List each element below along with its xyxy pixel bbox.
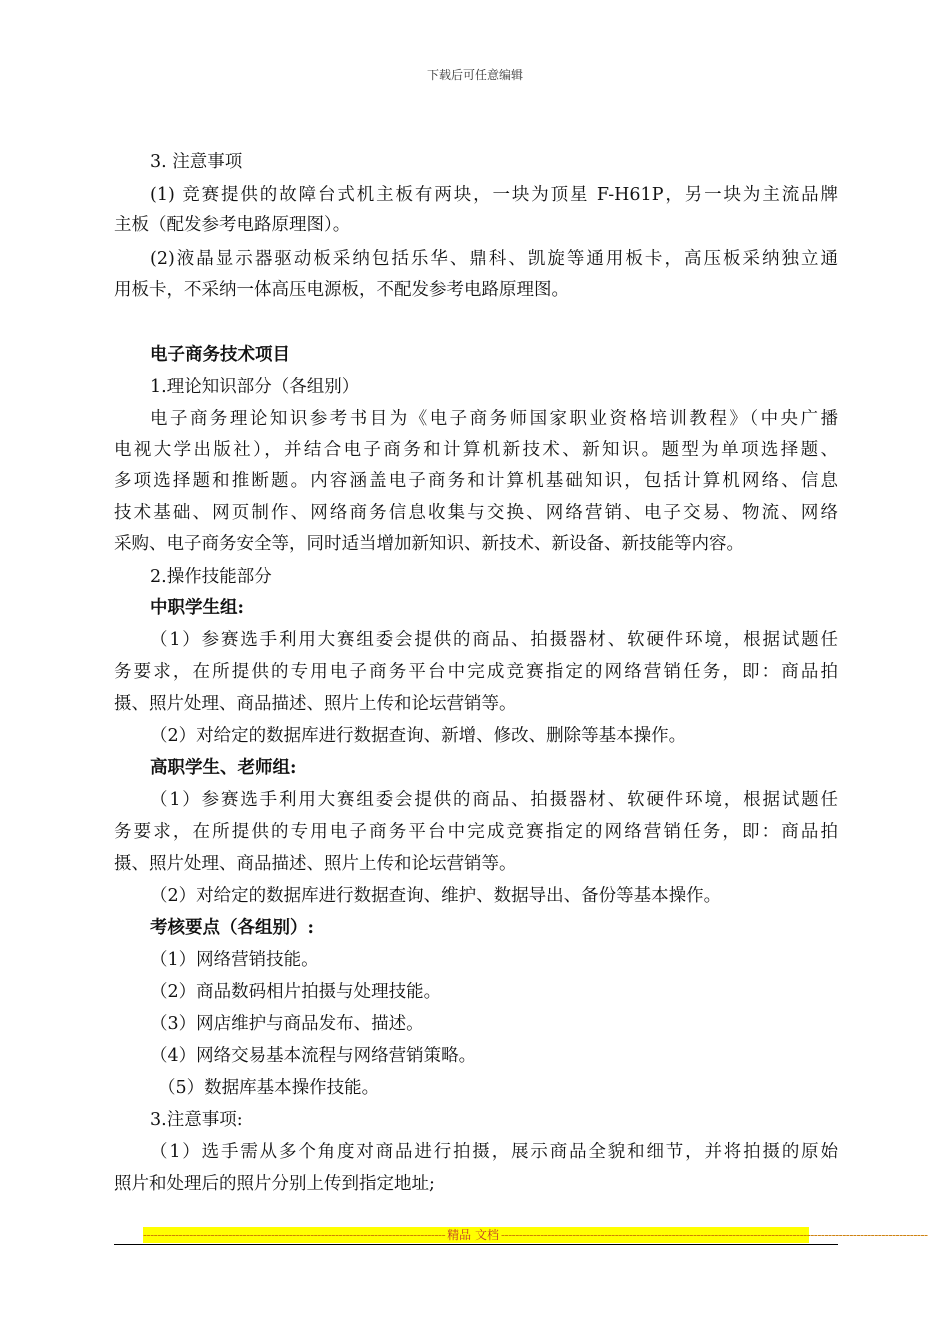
- text-line-assessment-1: （1）网络营销技能。: [150, 950, 319, 970]
- document-body: [114, 0, 838, 1200]
- text-line-note-1-line-1: (1) 竞赛提供的故障台式机主板有两块，一块为顶星 F-H61P，另一块为主流品牌: [150, 185, 838, 205]
- text-line-notes2-1-line-2: 照片和处理后的照片分别上传到指定地址;: [114, 1174, 435, 1194]
- text-line-secondary-1-line-2: 务要求，在所提供的专用电子商务平台中完成竞赛指定的网络营销任务，即：商品拍: [114, 662, 838, 682]
- text-line-skills-heading: 2.操作技能部分: [150, 567, 272, 587]
- text-line-notes-heading: 3. 注意事项: [150, 152, 243, 172]
- footer-banner: [143, 1227, 928, 1243]
- text-line-theory-p-3: 多项选择题和推断题。内容涵盖电子商务和计算机基础知识，包括计算机网络、信息: [114, 471, 838, 491]
- text-line-secondary-1-line-3: 摄、照片处理、商品描述、照片上传和论坛营销等。: [114, 694, 517, 714]
- text-line-assessment-4: （4）网络交易基本流程与网络营销策略。: [150, 1046, 477, 1066]
- text-line-higher-2: （2）对给定的数据库进行数据查询、维护、数据导出、备份等基本操作。: [150, 886, 722, 906]
- text-line-theory-p-4: 技术基础、网页制作、网络商务信息收集与交换、网络营销、电子交易、物流、网络: [114, 503, 838, 523]
- text-line-theory-p-2: 电视大学出版社），并结合电子商务和计算机新技术、新知识。题型为单项选择题、: [114, 440, 838, 460]
- text-line-notes2-heading: 3.注意事项:: [150, 1110, 243, 1130]
- footer-dashes-left: -------------------------------------------------------------------------------------: [143, 1228, 446, 1242]
- text-line-note-2-line-1: (2)液晶显示器驱动板采纳包括乐华、鼎科、凯旋等通用板卡，高压板采纳独立通: [150, 249, 838, 269]
- text-line-secondary-group-title: 中职学生组:: [150, 598, 244, 618]
- text-line-assessment-2: （2）商品数码相片拍摄与处理技能。: [150, 982, 442, 1002]
- text-line-project-title: 电子商务技术项目: [150, 345, 290, 365]
- text-line-assessment-title: 考核要点（各组别）:: [150, 918, 314, 938]
- text-line-secondary-1-line-1: （1）参赛选手利用大赛组委会提供的商品、拍摄器材、软硬件环境，根据试题任: [150, 630, 838, 650]
- text-line-higher-1-line-3: 摄、照片处理、商品描述、照片上传和论坛营销等。: [114, 854, 517, 874]
- text-line-assessment-3: （3）网店维护与商品发布、描述。: [150, 1014, 424, 1034]
- page-header: 下载后可任意编辑: [426, 68, 523, 82]
- text-line-higher-1-line-2: 务要求，在所提供的专用电子商务平台中完成竞赛指定的网络营销任务，即：商品拍: [114, 822, 838, 842]
- text-line-higher-group-title: 高职学生、老师组:: [150, 758, 297, 778]
- text-line-note-1-line-2: 主板（配发参考电路原理图）。: [114, 215, 351, 235]
- text-line-assessment-5: （5）数据库基本操作技能。: [158, 1078, 380, 1098]
- text-line-note-2-line-2: 用板卡，不采纳一体高压电源板，不配发参考电路原理图。: [114, 280, 569, 300]
- text-line-secondary-2: （2）对给定的数据库进行数据查询、新增、修改、删除等基本操作。: [150, 726, 687, 746]
- footer-rule: [114, 1244, 838, 1245]
- text-line-theory-heading: 1.理论知识部分（各组别）: [150, 377, 360, 397]
- text-line-notes2-1-line-1: （1）选手需从多个角度对商品进行拍摄，展示商品全貌和细节，并将拍摄的原始: [150, 1142, 838, 1162]
- footer-label: 精品 文档: [447, 1228, 499, 1242]
- text-line-theory-p-5: 采购、电子商务安全等，同时适当增加新知识、新技术、新设备、新技能等内容。: [114, 534, 744, 554]
- footer-dashes-right: ------------------------------------------------------------------------------------------------------------------------: [500, 1228, 928, 1242]
- text-line-theory-p-1: 电子商务理论知识参考书目为《电子商务师国家职业资格培训教程》（中央广播: [150, 409, 838, 429]
- text-line-higher-1-line-1: （1）参赛选手利用大赛组委会提供的商品、拍摄器材、软硬件环境，根据试题任: [150, 790, 838, 810]
